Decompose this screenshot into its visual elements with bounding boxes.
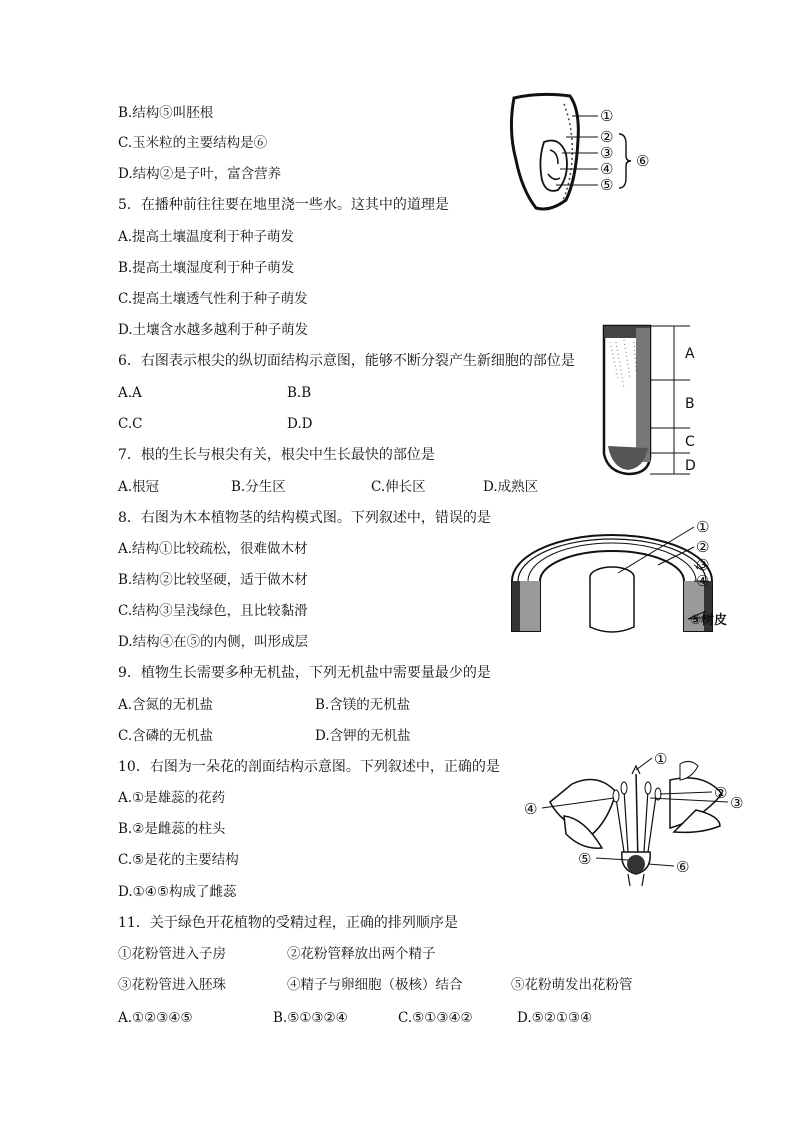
stem-label-3: ③ xyxy=(696,556,710,574)
flower-label-4: ④ xyxy=(524,800,538,818)
root-label-b: B xyxy=(685,396,695,412)
q8-stem: 8．右图为木本植物茎的结构模式图。下列叙述中，错误的是 xyxy=(118,510,491,526)
q9-option-a: A.含氮的无机盐 xyxy=(118,697,214,713)
q10-option-a: A.①是雄蕊的花药 xyxy=(118,790,226,806)
q5-option-d: D.土壤含水越多越利于种子萌发 xyxy=(118,322,309,338)
flower-figure xyxy=(520,752,750,887)
q5-option-a: A.提高土壤温度利于种子萌发 xyxy=(118,229,295,245)
q10-option-b: B.②是雌蕊的柱头 xyxy=(118,821,226,837)
q11-stem: 11．关于绿色开花植物的受精过程，正确的排列顺序是 xyxy=(118,915,458,931)
q11-step-4: ④精子与卵细胞（极核）结合 xyxy=(287,977,463,993)
corn-label-6: ⑥ xyxy=(636,152,650,170)
flower-label-6: ⑥ xyxy=(676,858,690,876)
q5-option-c: C.提高土壤透气性利于种子萌发 xyxy=(118,291,308,307)
q10-option-d: D.①④⑤构成了雌蕊 xyxy=(118,884,237,900)
q8-option-a: A.结构①比较疏松，很难做木材 xyxy=(118,541,308,557)
q7-option-c: C.伸长区 xyxy=(371,479,426,495)
root-label-a: A xyxy=(685,346,695,362)
q6-option-a: A.A xyxy=(118,385,142,401)
stem-label-4: ④ xyxy=(696,572,710,590)
root-label-d: D xyxy=(685,458,696,474)
q7-option-a: A.根冠 xyxy=(118,479,160,495)
q11-option-b: B.⑤①③②④ xyxy=(273,1010,348,1026)
q9-option-b: B.含镁的无机盐 xyxy=(315,697,411,713)
q11-step-1: ①花粉管进入子房 xyxy=(118,946,226,962)
q9-option-c: C.含磷的无机盐 xyxy=(118,728,214,744)
q6-option-b: B.B xyxy=(287,385,312,401)
flower-label-5: ⑤ xyxy=(578,850,592,868)
q11-option-d: D.⑤②①③④ xyxy=(517,1010,593,1026)
q8-option-b: B.结构②比较坚硬，适于做木材 xyxy=(118,572,308,588)
q7-option-d: D.成熟区 xyxy=(483,479,539,495)
root-label-c: C xyxy=(685,434,695,450)
q9-stem: 9．植物生长需要多种无机盐，下列无机盐中需要量最少的是 xyxy=(118,665,491,681)
q8-option-c: C.结构③呈浅绿色，且比较黏滑 xyxy=(118,603,308,619)
q11-step-3: ③花粉管进入胚珠 xyxy=(118,977,226,993)
q5-option-b: B.提高土壤湿度利于种子萌发 xyxy=(118,260,295,276)
q11-option-c: C.⑤①③④② xyxy=(398,1010,473,1026)
q6-stem: 6．右图表示根尖的纵切面结构示意图，能够不断分裂产生新细胞的部位是 xyxy=(118,353,575,369)
corn-kernel-figure xyxy=(500,90,670,215)
q4-option-b: B.结构⑤叫胚根 xyxy=(118,105,214,121)
stem-label-5: ⑤树皮 xyxy=(690,613,728,628)
corn-label-4: ④ xyxy=(600,160,614,178)
flower-label-2: ② xyxy=(714,784,728,802)
corn-label-2: ② xyxy=(600,128,614,146)
q8-option-d: D.结构④在⑤的内侧，叫形成层 xyxy=(118,634,309,650)
q5-stem: 5．在播种前往往要在地里浇一些水。这其中的道理是 xyxy=(118,197,449,213)
corn-label-5: ⑤ xyxy=(600,176,614,194)
stem-label-2: ② xyxy=(696,538,710,556)
q4-option-c: C.玉米粒的主要结构是⑥ xyxy=(118,135,268,151)
stem-label-1: ① xyxy=(696,518,710,536)
root-tip-figure xyxy=(590,318,710,483)
q10-option-c: C.⑤是花的主要结构 xyxy=(118,852,239,868)
q7-stem: 7．根的生长与根尖有关，根尖中生长最快的部位是 xyxy=(118,447,435,463)
q11-step-2: ②花粉管释放出两个精子 xyxy=(287,946,436,962)
q11-step-5: ⑤花粉萌发出花粉管 xyxy=(511,977,633,993)
flower-label-3: ③ xyxy=(730,794,744,812)
q4-option-d: D.结构②是子叶，富含营养 xyxy=(118,166,282,182)
q11-option-a: A.①②③④⑤ xyxy=(118,1010,193,1026)
corn-label-1: ① xyxy=(600,107,614,125)
corn-label-3: ③ xyxy=(600,144,614,162)
woody-stem-figure xyxy=(508,515,778,640)
q6-option-c: C.C xyxy=(118,416,143,432)
q6-option-d: D.D xyxy=(287,416,313,432)
q10-stem: 10．右图为一朵花的剖面结构示意图。下列叙述中，正确的是 xyxy=(118,759,500,775)
q7-option-b: B.分生区 xyxy=(231,479,286,495)
q9-option-d: D.含钾的无机盐 xyxy=(315,728,411,744)
flower-label-1: ① xyxy=(654,750,668,768)
